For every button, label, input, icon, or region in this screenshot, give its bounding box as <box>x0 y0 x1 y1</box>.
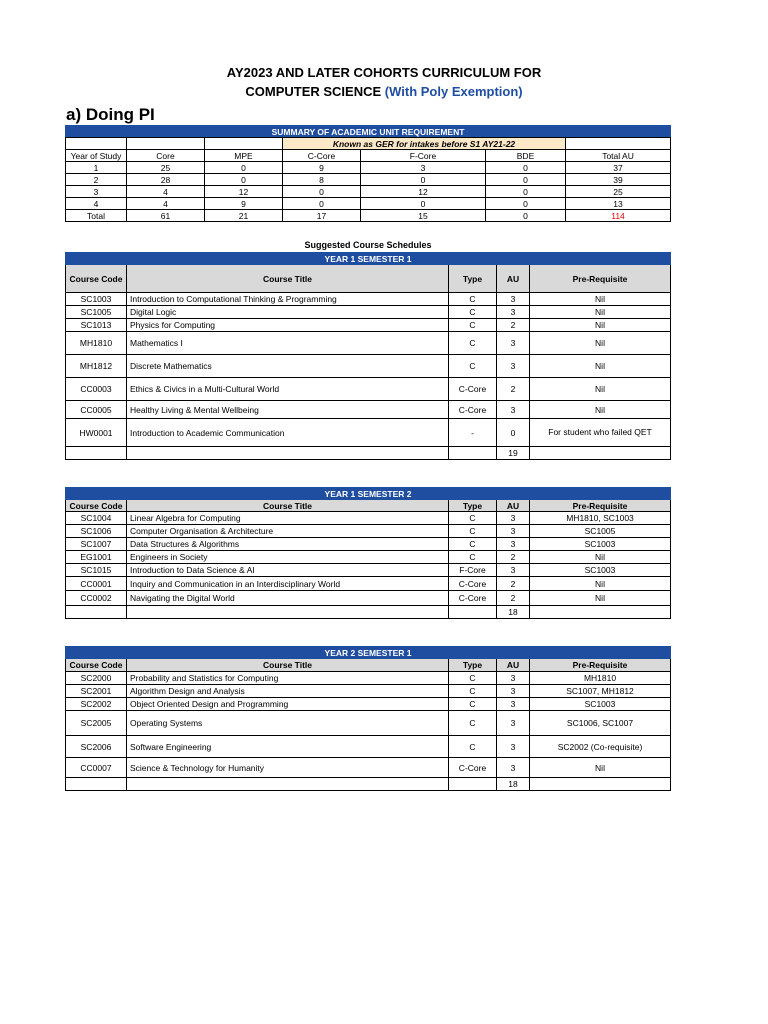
summary-row <box>66 174 671 186</box>
course-prereq: Nil <box>530 758 671 778</box>
course-type: C <box>449 293 497 306</box>
course-code: CC0002 <box>66 591 127 606</box>
course-type: C-Core <box>449 758 497 778</box>
course-prereq: Nil <box>530 591 671 606</box>
course-au: 3 <box>497 401 530 419</box>
total-row <box>66 778 671 791</box>
cell: 12 <box>205 186 283 198</box>
col-au: AU <box>497 265 530 293</box>
course-prereq: SC1005 <box>530 525 671 538</box>
cell: 21 <box>205 210 283 222</box>
course-code: CC0001 <box>66 577 127 591</box>
cell: 4 <box>127 186 205 198</box>
course-type: C-Core <box>449 591 497 606</box>
course-title: Ethics & Civics in a Multi-Cultural World <box>127 378 449 401</box>
course-title: Discrete Mathematics <box>127 355 449 378</box>
course-au: 3 <box>497 736 530 758</box>
course-type: C <box>449 306 497 319</box>
header-row <box>66 659 671 672</box>
course-au: 3 <box>497 293 530 306</box>
col-year: Year of Study <box>66 150 127 162</box>
course-type: F-Core <box>449 564 497 577</box>
section-heading: a) Doing PI <box>66 105 155 124</box>
cell: 3 <box>66 186 127 198</box>
year1-sem2-heading: YEAR 1 SEMESTER 2 <box>66 488 671 500</box>
course-type: C <box>449 685 497 698</box>
course-title: Introduction to Academic Communication <box>127 419 449 447</box>
col-prereq: Pre-Requisite <box>530 500 671 512</box>
course-au: 3 <box>497 698 530 711</box>
table-row <box>66 401 671 419</box>
cell: 17 <box>283 210 361 222</box>
col-type: Type <box>449 659 497 672</box>
col-course-code: Course Code <box>66 265 127 293</box>
table-row <box>66 306 671 319</box>
course-title: Linear Algebra for Computing <box>127 512 449 525</box>
course-prereq: SC2002 (Co-requisite) <box>530 736 671 758</box>
course-title: Navigating the Digital World <box>127 591 449 606</box>
cell: 0 <box>486 186 566 198</box>
col-ccore: C-Core <box>283 150 361 162</box>
course-code: MH1810 <box>66 332 127 355</box>
summary-row <box>66 162 671 174</box>
cell: 15 <box>361 210 486 222</box>
course-title: Introduction to Computational Thinking & Programming <box>127 293 449 306</box>
course-type: C <box>449 698 497 711</box>
course-prereq: MH1810, SC1003 <box>530 512 671 525</box>
course-code: CC0003 <box>66 378 127 401</box>
course-code: SC1003 <box>66 293 127 306</box>
table-row <box>66 332 671 355</box>
cell: 4 <box>66 198 127 210</box>
course-code: SC2001 <box>66 685 127 698</box>
cell: 37 <box>566 162 671 174</box>
col-prereq: Pre-Requisite <box>530 659 671 672</box>
course-au: 3 <box>497 512 530 525</box>
course-title: Object Oriented Design and Programming <box>127 698 449 711</box>
course-code: SC1006 <box>66 525 127 538</box>
cell: 0 <box>205 162 283 174</box>
course-au: 3 <box>497 525 530 538</box>
table-row <box>66 591 671 606</box>
cell: 0 <box>205 174 283 186</box>
course-au: 3 <box>497 672 530 685</box>
course-title: Digital Logic <box>127 306 449 319</box>
cell: 9 <box>205 198 283 210</box>
cell: 0 <box>486 210 566 222</box>
col-prereq: Pre-Requisite <box>530 265 671 293</box>
table-row <box>66 711 671 736</box>
course-au: 2 <box>497 319 530 332</box>
cell: 61 <box>127 210 205 222</box>
cell: 8 <box>283 174 361 186</box>
course-title: Mathematics I <box>127 332 449 355</box>
course-code: SC1007 <box>66 538 127 551</box>
course-code: SC2005 <box>66 711 127 736</box>
course-title: Healthy Living & Mental Wellbeing <box>127 401 449 419</box>
table-row <box>66 319 671 332</box>
cell: 0 <box>486 162 566 174</box>
header-row <box>66 265 671 293</box>
total-au: 19 <box>497 447 530 460</box>
table-row <box>66 564 671 577</box>
course-title: Algorithm Design and Analysis <box>127 685 449 698</box>
cell: 13 <box>566 198 671 210</box>
table-row <box>66 685 671 698</box>
col-au: AU <box>497 500 530 512</box>
course-prereq: SC1003 <box>530 538 671 551</box>
course-prereq: Nil <box>530 378 671 401</box>
course-title: Data Structures & Algorithms <box>127 538 449 551</box>
course-code: SC1004 <box>66 512 127 525</box>
course-prereq: Nil <box>530 293 671 306</box>
cell: 39 <box>566 174 671 186</box>
cell: 1 <box>66 162 127 174</box>
course-prereq: Nil <box>530 306 671 319</box>
total-au: 18 <box>497 606 530 619</box>
cell: 3 <box>361 162 486 174</box>
table-row <box>66 512 671 525</box>
cell: 25 <box>566 186 671 198</box>
course-type: - <box>449 419 497 447</box>
course-au: 3 <box>497 538 530 551</box>
course-code: SC2002 <box>66 698 127 711</box>
cell: 0 <box>486 174 566 186</box>
table-row <box>66 577 671 591</box>
course-title: Physics for Computing <box>127 319 449 332</box>
course-title: Engineers in Society <box>127 551 449 564</box>
course-prereq: MH1810 <box>530 672 671 685</box>
course-type: C <box>449 525 497 538</box>
total-au: 18 <box>497 778 530 791</box>
course-type: C <box>449 538 497 551</box>
title-line-2 <box>0 82 768 101</box>
col-au: AU <box>497 659 530 672</box>
col-bde: BDE <box>486 150 566 162</box>
course-prereq: Nil <box>530 401 671 419</box>
course-prereq: SC1006, SC1007 <box>530 711 671 736</box>
col-mpe: MPE <box>205 150 283 162</box>
course-code: SC1013 <box>66 319 127 332</box>
cell: 2 <box>66 174 127 186</box>
year2-sem1-heading: YEAR 2 SEMESTER 1 <box>66 647 671 659</box>
col-course-code: Course Code <box>66 659 127 672</box>
course-type: C <box>449 551 497 564</box>
summary-total-row <box>66 210 671 222</box>
course-au: 2 <box>497 551 530 564</box>
col-course-title: Course Title <box>127 500 449 512</box>
title-program: COMPUTER SCIENCE <box>245 84 385 99</box>
course-code: SC2000 <box>66 672 127 685</box>
course-title: Inquiry and Communication in an Interdisciplinary World <box>127 577 449 591</box>
course-au: 3 <box>497 355 530 378</box>
course-type: C <box>449 711 497 736</box>
table-row <box>66 355 671 378</box>
col-type: Type <box>449 265 497 293</box>
course-code: CC0005 <box>66 401 127 419</box>
course-prereq: For student who failed QET <box>530 419 671 447</box>
course-prereq: Nil <box>530 355 671 378</box>
course-au: 2 <box>497 591 530 606</box>
course-type: C <box>449 319 497 332</box>
course-type: C <box>449 672 497 685</box>
course-prereq: SC1003 <box>530 564 671 577</box>
table-row <box>66 293 671 306</box>
cell: 0 <box>283 198 361 210</box>
cell: 0 <box>283 186 361 198</box>
summary-row <box>66 198 671 210</box>
table-row <box>66 419 671 447</box>
course-code: SC1015 <box>66 564 127 577</box>
course-type: C-Core <box>449 577 497 591</box>
table-row <box>66 525 671 538</box>
course-code: HW0001 <box>66 419 127 447</box>
course-au: 3 <box>497 685 530 698</box>
table-row <box>66 378 671 401</box>
col-core: Core <box>127 150 205 162</box>
year1-sem1-heading: YEAR 1 SEMESTER 1 <box>66 253 671 265</box>
title-exemption: (With Poly Exemption) <box>384 84 523 99</box>
course-title: Software Engineering <box>127 736 449 758</box>
header-row <box>66 500 671 512</box>
document-title <box>0 63 768 101</box>
course-code: SC2006 <box>66 736 127 758</box>
course-au: 0 <box>497 419 530 447</box>
course-au: 2 <box>497 378 530 401</box>
cell: 4 <box>127 198 205 210</box>
col-course-title: Course Title <box>127 659 449 672</box>
course-prereq: SC1003 <box>530 698 671 711</box>
cell: 0 <box>361 198 486 210</box>
course-title: Probability and Statistics for Computing <box>127 672 449 685</box>
cell: 28 <box>127 174 205 186</box>
year1-sem2-table <box>65 487 671 619</box>
year2-sem1-table <box>65 646 671 791</box>
cell: 0 <box>361 174 486 186</box>
course-type: C <box>449 332 497 355</box>
title-line-1: AY2023 AND LATER COHORTS CURRICULUM FOR <box>226 65 542 80</box>
course-type: C <box>449 512 497 525</box>
course-title: Computer Organisation & Architecture <box>127 525 449 538</box>
cell: Total <box>66 210 127 222</box>
course-title: Operating Systems <box>127 711 449 736</box>
course-prereq: Nil <box>530 551 671 564</box>
col-course-title: Course Title <box>127 265 449 293</box>
col-total: Total AU <box>566 150 671 162</box>
course-code: EG1001 <box>66 551 127 564</box>
table-row <box>66 672 671 685</box>
course-type: C-Core <box>449 378 497 401</box>
cell: 12 <box>361 186 486 198</box>
table-row <box>66 551 671 564</box>
course-code: CC0007 <box>66 758 127 778</box>
course-prereq: Nil <box>530 577 671 591</box>
cell: 25 <box>127 162 205 174</box>
course-type: C <box>449 736 497 758</box>
course-title: Introduction to Data Science & AI <box>127 564 449 577</box>
course-prereq: SC1007, MH1812 <box>530 685 671 698</box>
total-au-value: 114 <box>566 210 671 222</box>
cell: 0 <box>486 198 566 210</box>
col-fcore: F-Core <box>361 150 486 162</box>
table-row <box>66 538 671 551</box>
course-code: MH1812 <box>66 355 127 378</box>
cell: 9 <box>283 162 361 174</box>
total-row <box>66 606 671 619</box>
course-title: Science & Technology for Humanity <box>127 758 449 778</box>
course-type: C-Core <box>449 401 497 419</box>
year1-sem1-table <box>65 252 671 460</box>
course-au: 3 <box>497 711 530 736</box>
table-row <box>66 758 671 778</box>
course-au: 3 <box>497 564 530 577</box>
course-prereq: Nil <box>530 319 671 332</box>
col-course-code: Course Code <box>66 500 127 512</box>
table-row <box>66 736 671 758</box>
summary-body <box>65 137 671 222</box>
course-au: 3 <box>497 758 530 778</box>
summary-heading: SUMMARY OF ACADEMIC UNIT REQUIREMENT <box>66 126 671 138</box>
summary-header-row <box>66 150 671 162</box>
summary-note: Known as GER for intakes before S1 AY21-22 <box>283 138 566 150</box>
course-type: C <box>449 355 497 378</box>
course-prereq: Nil <box>530 332 671 355</box>
total-row <box>66 447 671 460</box>
course-code: SC1005 <box>66 306 127 319</box>
col-type: Type <box>449 500 497 512</box>
course-au: 3 <box>497 306 530 319</box>
suggested-schedules-heading: Suggested Course Schedules <box>304 240 432 250</box>
summary-row <box>66 186 671 198</box>
course-au: 2 <box>497 577 530 591</box>
course-au: 3 <box>497 332 530 355</box>
table-row <box>66 698 671 711</box>
